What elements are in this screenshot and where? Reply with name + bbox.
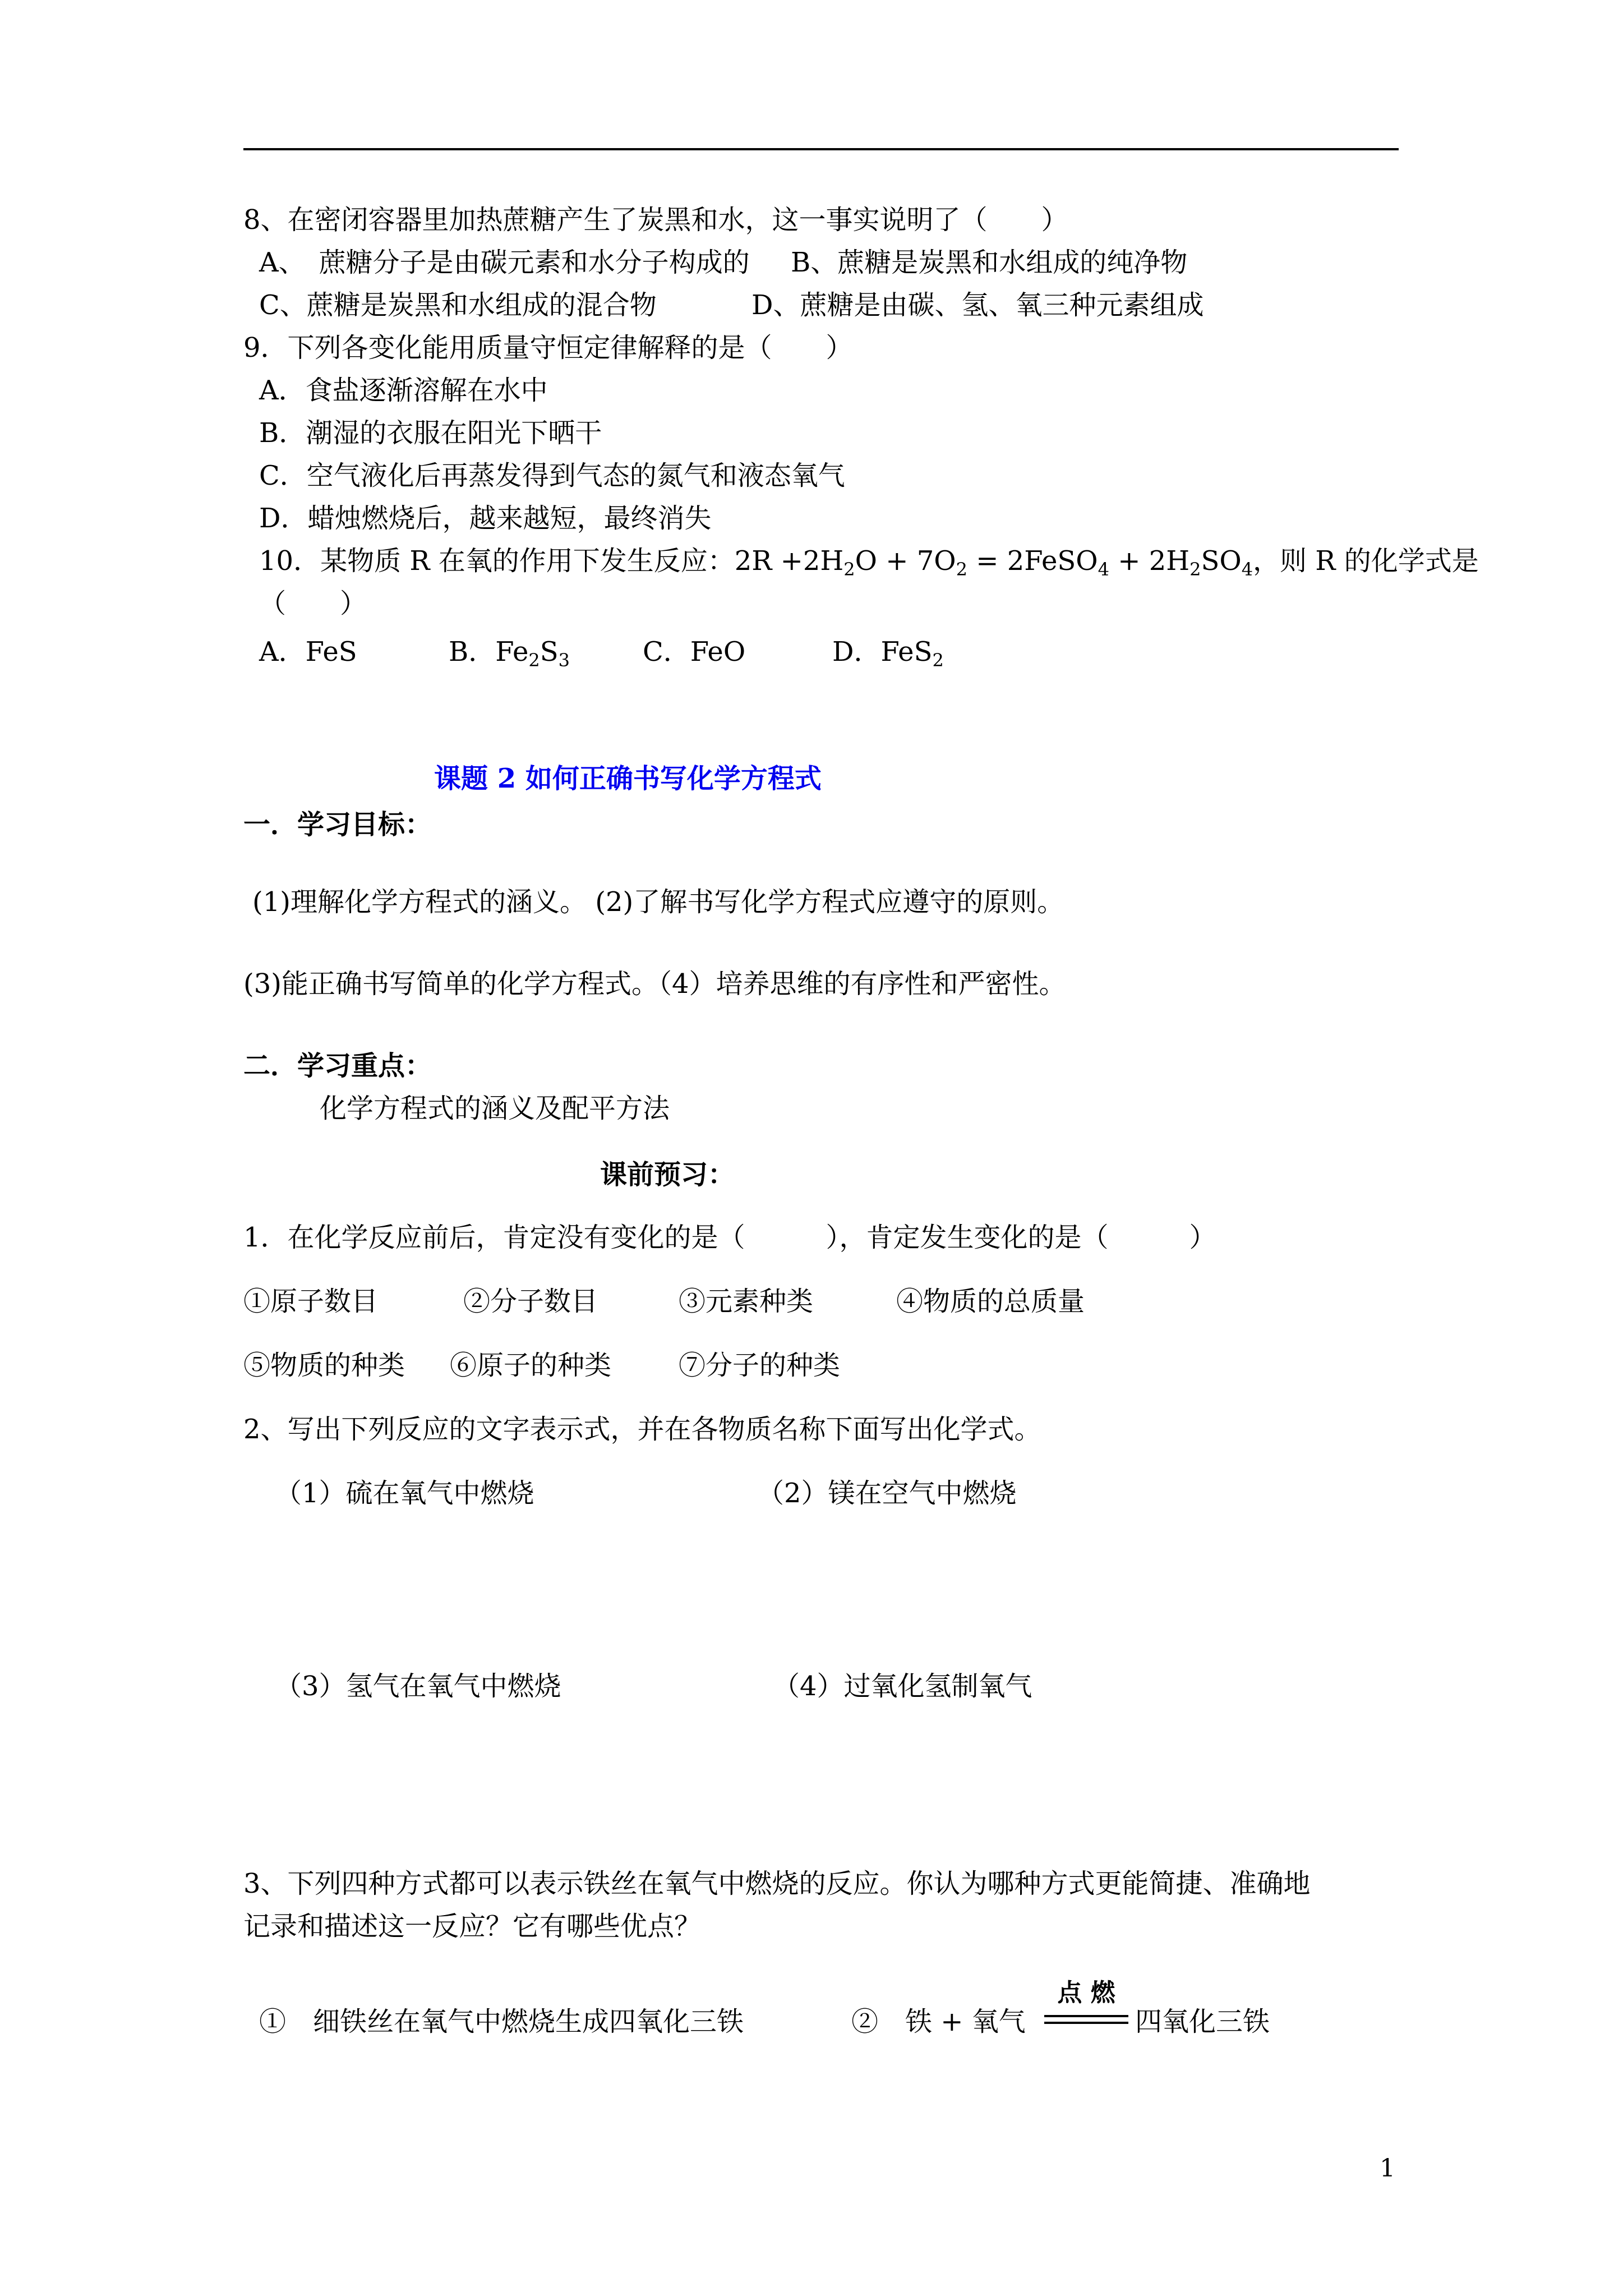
equals-bar-top — [1044, 2015, 1128, 2017]
lesson-title: 课题 2 如何正确书写化学方程式 — [434, 763, 822, 794]
q10-stem-text: SO — [1201, 545, 1242, 577]
preview-q1-item: ①原子数目 — [243, 1286, 379, 1317]
preview-q1-item: ④物质的总质量 — [896, 1286, 1085, 1317]
equals-bar-bottom — [1044, 2022, 1128, 2024]
q10-option-c: C．FeO — [643, 636, 746, 668]
q10-stem-text: O + 7O — [855, 545, 956, 577]
focus-text: 化学方程式的涵义及配平方法 — [320, 1093, 670, 1124]
preview-q2-item: （2）镁在空气中燃烧 — [757, 1478, 1017, 1509]
preview-q3-option-1: ① 细铁丝在氧气中燃烧生成四氧化三铁 — [259, 2006, 744, 2037]
subscript: 2 — [956, 559, 967, 580]
q8-option-b: B、蔗糖是炭黑和水组成的纯净物 — [791, 247, 1188, 278]
q10-option-b — [449, 635, 570, 669]
preview-q2-item: （1）硫在氧气中燃烧 — [275, 1478, 534, 1509]
q9-option-a: A．食盐逐渐溶解在水中 — [259, 375, 548, 406]
q8-option-a: A、 蔗糖分子是由碳元素和水分子构成的 — [259, 247, 750, 278]
q10-stem-text: + 2H — [1109, 545, 1190, 577]
subscript: 2 — [932, 650, 944, 671]
preview-heading: 课前预习： — [600, 1159, 735, 1190]
subscript: 4 — [1241, 559, 1253, 580]
subscript: 2 — [843, 559, 855, 580]
q10-stem-text: 10．某物质 R 在氧的作用下发生反应：2R +2H — [259, 545, 844, 577]
preview-q1-item: ⑥原子的种类 — [450, 1350, 612, 1381]
preview-q3-line-1: 3、下列四种方式都可以表示铁丝在氧气中燃烧的反应。你认为哪种方式更能简捷、准确地 — [243, 1868, 1311, 1899]
preview-q1-stem: 1．在化学反应前后，肯定没有变化的是（ ），肯定发生变化的是（ ） — [243, 1222, 1216, 1253]
subscript: 2 — [1189, 559, 1201, 580]
preview-q2-item: （4）过氧化氢制氧气 — [773, 1671, 1032, 1702]
q8-stem: 8、在密闭容器里加热蔗糖产生了炭黑和水，这一事实说明了（ ） — [243, 204, 1068, 236]
q10-option-d-text: D．FeS — [832, 636, 933, 668]
q10-option-b-text: B．Fe — [449, 636, 529, 668]
q10-answer-blank: （ ） — [259, 588, 367, 619]
preview-q3-line-2: 记录和描述这一反应？它有哪些优点？ — [243, 1911, 702, 1942]
q10-stem-text: = 2FeSO — [967, 545, 1098, 577]
q10-option-b-text: S — [540, 636, 559, 668]
preview-q3-option-2-right: 四氧化三铁 — [1135, 2006, 1270, 2037]
preview-q2-item: （3）氢气在氧气中燃烧 — [275, 1671, 561, 1702]
subscript: 3 — [558, 650, 570, 671]
reaction-condition-sign — [1044, 1979, 1128, 2041]
q8-option-d: D、蔗糖是由碳、氢、氧三种元素组成 — [751, 289, 1204, 321]
q10-option-a: A．FeS — [259, 636, 357, 668]
reaction-condition-label: 点 燃 — [1057, 1978, 1115, 2007]
preview-q2-stem: 2、写出下列反应的文字表示式，并在各物质名称下面写出化学式。 — [243, 1414, 1041, 1445]
subscript: 4 — [1098, 559, 1109, 580]
q9-option-b: B．潮湿的衣服在阳光下晒干 — [259, 417, 602, 449]
q10-stem-text: ，则 R 的化学式是 — [1253, 545, 1479, 577]
preview-q1-item: ②分子数目 — [463, 1286, 598, 1317]
q10-option-d — [832, 635, 944, 669]
preview-q1-item: ③元素种类 — [679, 1286, 814, 1317]
preview-q1-item: ⑦分子的种类 — [679, 1350, 841, 1381]
goals-line-1: (1)理解化学方程式的涵义。 (2)了解书写化学方程式应遵守的原则。 — [252, 886, 1064, 918]
preview-q1-item: ⑤物质的种类 — [243, 1350, 405, 1381]
q9-option-d: D．蜡烛燃烧后，越来越短，最终消失 — [259, 503, 712, 534]
subscript: 2 — [528, 650, 540, 671]
q8-option-c: C、蔗糖是炭黑和水组成的混合物 — [259, 289, 657, 321]
q10-stem — [259, 544, 1479, 578]
section-heading-focus: 二．学习重点： — [243, 1050, 432, 1082]
header-rule — [243, 148, 1399, 150]
q9-option-c: C．空气液化后再蒸发得到气态的氮气和液态氧气 — [259, 460, 845, 491]
preview-q3-option-2-left: ② 铁 + 氧气 — [851, 2006, 1026, 2037]
page-number: 1 — [1380, 2154, 1395, 2183]
q9-stem: 9．下列各变化能用质量守恒定律解释的是（ ） — [243, 332, 853, 364]
goals-line-2: (3)能正确书写简单的化学方程式。（4）培养思维的有序性和严密性。 — [243, 968, 1066, 1000]
section-heading-goals: 一．学习目标： — [243, 809, 432, 840]
